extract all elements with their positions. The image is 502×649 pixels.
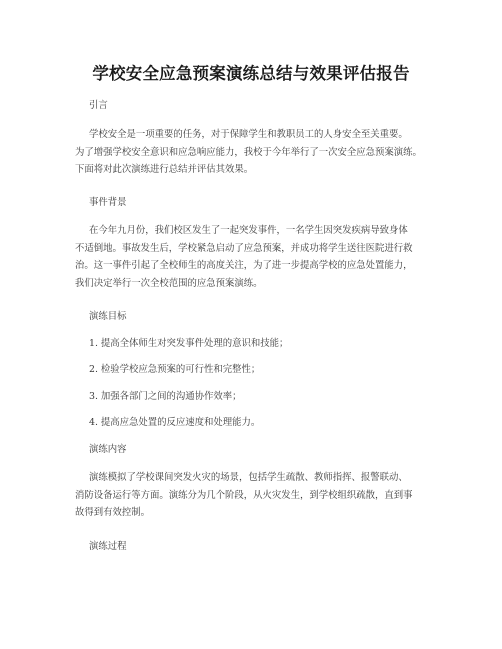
goal-list-item: 1. 提高全体师生对突发事件处理的意识和技能； — [89, 338, 289, 349]
paragraph-line: 我们决定举行一次全校范围的应急预案演练。 — [75, 277, 263, 289]
section-body-background — [75, 222, 435, 292]
section-heading-intro: 引言 — [89, 100, 108, 111]
section-body-intro — [75, 126, 435, 179]
paragraph-line: 演练模拟了学校课间突发火灾的场景，包括学生疏散、教师指挥、报警联动、 — [89, 472, 408, 483]
paragraph-line: 在今年九月份，我们校区发生了一起突发事件，一名学生因突发疾病导致身体 — [89, 225, 408, 236]
paragraph-line: 下面将对此次演练进行总结并评估其效果。 — [75, 164, 254, 175]
paragraph-line: 为了增强学校安全意识和应急响应能力，我校于今年举行了一次安全应急预案演练。 — [75, 146, 422, 158]
paragraph-line: 消防设备运行等方面。演练分为几个阶段，从火灾发生，到学校组织疏散，直到事 — [75, 489, 413, 501]
section-heading-background: 事件背景 — [89, 197, 127, 208]
goal-list-item: 3. 加强各部门之间的沟通协作效率； — [89, 391, 242, 402]
section-heading-content: 演练内容 — [89, 444, 127, 455]
paragraph-line: 不适倒地。事故发生后，学校紧急启动了应急预案，并成功将学生送往医院进行救 — [75, 242, 413, 254]
document-title: 学校安全应急预案演练总结与效果评估报告 — [92, 64, 410, 83]
paragraph-line: 治。这一事件引起了全校师生的高度关注，为了进一步提高学校的应急处置能力， — [75, 260, 413, 271]
goal-list-item: 2. 检验学校应急预案的可行性和完整性； — [89, 364, 261, 375]
section-heading-goals: 演练目标 — [89, 311, 127, 322]
goal-list-item: 4. 提高应急处置的反应速度和处理能力。 — [89, 417, 261, 428]
paragraph-line: 故得到有效控制。 — [75, 507, 151, 518]
section-body-content — [75, 469, 435, 522]
section-heading-process: 演练过程 — [89, 541, 127, 552]
paragraph-line: 学校安全是一项重要的任务，对于保障学生和教职员工的人身安全至关重要。 — [89, 129, 408, 140]
